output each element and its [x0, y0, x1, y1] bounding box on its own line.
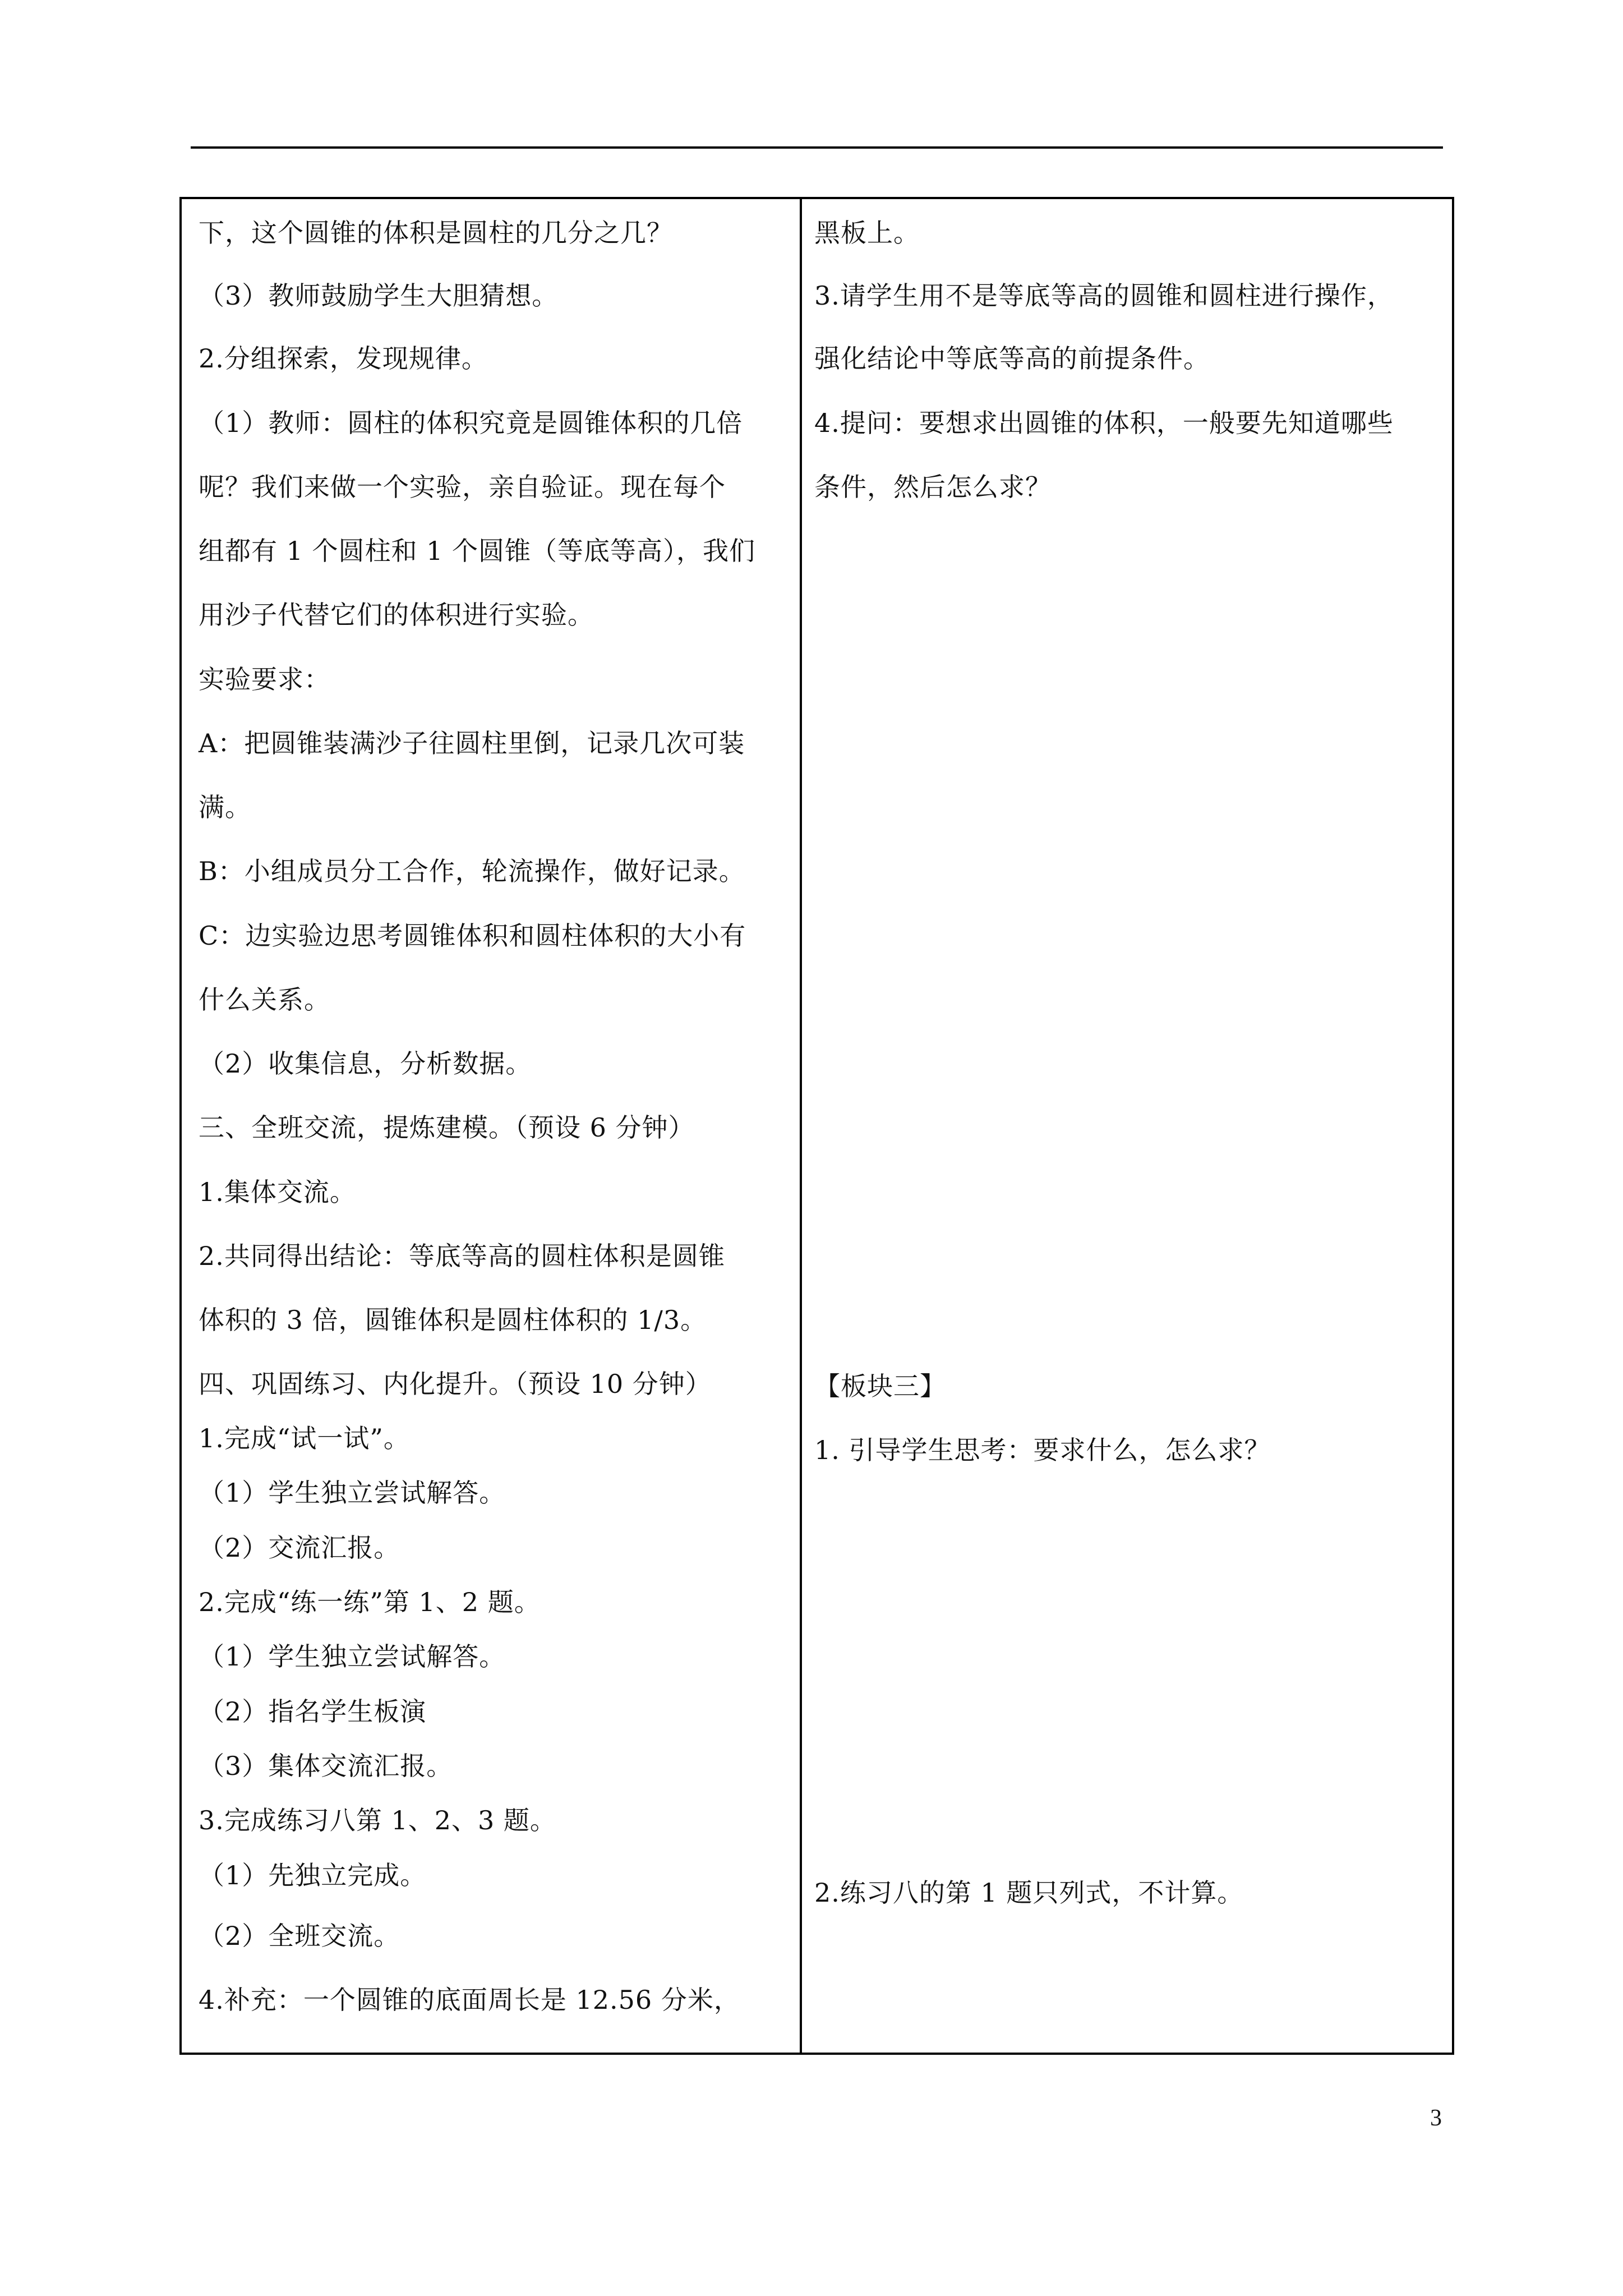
column-divider	[800, 199, 802, 2053]
lesson-plan-table	[179, 197, 1454, 2055]
left-line: 什么关系。	[199, 984, 330, 1015]
left-line: 3.完成练习八第 1、2、3 题。	[199, 1805, 556, 1835]
page-number: 3	[1430, 2105, 1442, 2131]
left-line: 呢？我们来做一个实验，亲自验证。现在每个	[199, 472, 726, 502]
left-line: A：把圆锥装满沙子往圆柱里倒，记录几次可装	[199, 728, 745, 758]
left-line: （2）收集信息，分析数据。	[199, 1048, 532, 1079]
right-line: 4.提问：要想求出圆锥的体积，一般要先知道哪些	[814, 408, 1394, 438]
header-rule	[191, 146, 1443, 149]
left-line: B：小组成员分工合作，轮流操作，做好记录。	[199, 856, 745, 886]
left-line: 1.集体交流。	[199, 1177, 356, 1207]
left-line: C：边实验边思考圆锥体积和圆柱体积的大小有	[199, 921, 746, 951]
left-line: （2）指名学生板演	[199, 1696, 427, 1727]
left-line: （1）先独立完成。	[199, 1860, 427, 1890]
left-line: 满。	[199, 792, 251, 822]
left-line: （1）学生独立尝试解答。	[199, 1641, 506, 1672]
left-line: 1.完成“试一试”。	[199, 1423, 410, 1453]
right-line: 3.请学生用不是等底等高的圆锥和圆柱进行操作，	[814, 280, 1394, 311]
left-line: 实验要求：	[199, 664, 330, 694]
left-line: 4.补充：一个圆锥的底面周长是 12.56 分米，	[199, 1985, 740, 2015]
left-line: （1）学生独立尝试解答。	[199, 1478, 506, 1508]
right-line: 条件，然后怎么求？	[814, 472, 1052, 502]
left-line: （3）集体交流汇报。	[199, 1751, 453, 1781]
left-line: （1）教师：圆柱的体积究竟是圆锥体积的几倍	[199, 408, 743, 438]
left-line: 体积的 3 倍，圆锥体积是圆柱体积的 1/3。	[199, 1305, 707, 1335]
left-line: 组都有 1 个圆柱和 1 个圆锥（等底等高），我们	[199, 536, 756, 566]
right-line: 2.练习八的第 1 题只列式，不计算。	[814, 1878, 1244, 1908]
right-line: 强化结论中等底等高的前提条件。	[814, 343, 1210, 374]
left-line: 三、全班交流，提炼建模。（预设 6 分钟）	[199, 1112, 695, 1143]
left-line: （2）交流汇报。	[199, 1533, 400, 1563]
left-line: 用沙子代替它们的体积进行实验。	[199, 600, 594, 630]
right-line: 1. 引导学生思考：要求什么，怎么求？	[814, 1435, 1271, 1465]
left-line: 下，这个圆锥的体积是圆柱的几分之几？	[199, 218, 673, 248]
left-line: 2.完成“练一练”第 1、2 题。	[199, 1587, 541, 1617]
left-line: （2）全班交流。	[199, 1921, 400, 1951]
left-line: 四、巩固练习、内化提升。（预设 10 分钟）	[199, 1369, 712, 1399]
right-line: 黑板上。	[814, 218, 920, 248]
left-line: （3）教师鼓励学生大胆猜想。	[199, 280, 559, 311]
right-line: 【板块三】	[814, 1371, 946, 1401]
left-line: 2.分组探索，发现规律。	[199, 343, 488, 374]
left-line: 2.共同得出结论：等底等高的圆柱体积是圆锥	[199, 1241, 725, 1271]
